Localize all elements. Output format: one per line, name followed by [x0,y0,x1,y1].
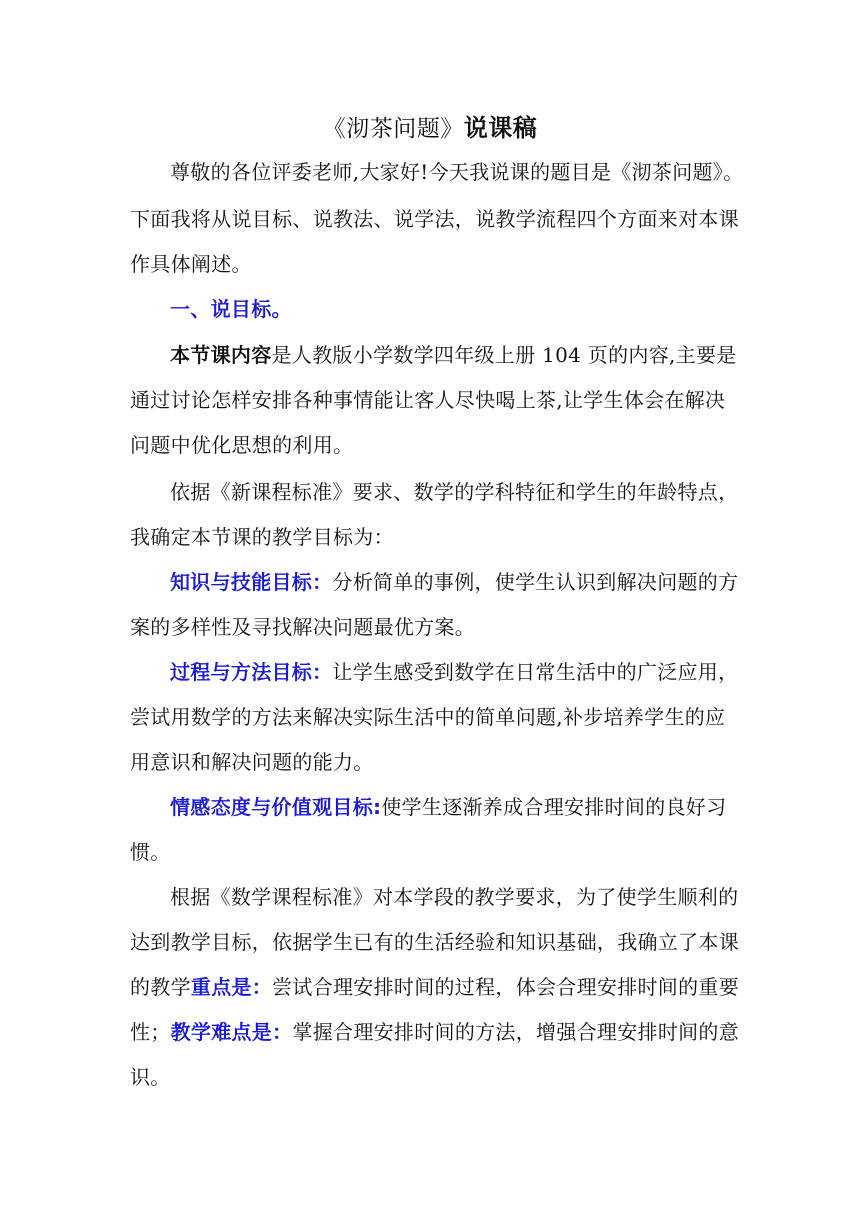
key-points-line-4-text: 掌握合理安排时间的方法，增强合理安排时间的意 [292,1020,740,1044]
key-points-line-4-prefix: 性； [130,1020,171,1044]
goal-knowledge-line-1 [170,568,738,596]
key-points-line-3-prefix: 的教学 [130,975,191,999]
content-label: 本节课内容 [170,343,272,367]
goal-knowledge-line-2: 案的多样性及寻找解决问题最优方案。 [130,615,476,639]
document-title [0,110,860,147]
key-points-line-3 [130,973,739,1001]
title-main: 说课稿 [463,114,538,142]
content-line-2: 通过讨论怎样安排各种事情能让客人尽快喝上茶,让学生体会在解决 [130,388,726,412]
content-line-3: 问题中优化思想的利用。 [130,433,354,457]
key-points-line-3-text: 尝试合理安排时间的过程，体会合理安排时间的重要 [272,975,740,999]
goal-process-line-3: 用意识和解决问题的能力。 [130,750,374,774]
key-points-line-2: 达到教学目标，依据学生已有的生活经验和知识基础，我确立了本课 [130,930,739,954]
intro-line-3: 作具体阐述。 [130,252,252,276]
content-line-1-text: 是人教版小学数学四年级上册 104 页的内容,主要是 [271,343,737,367]
goal-emotion-label: 情感态度与价值观目标: [170,795,382,819]
key-points-line-5: 识。 [130,1065,171,1089]
key-points-line-4 [130,1018,739,1046]
key-points-line-1: 根据《数学课程标准》对本学段的教学要求，为了使学生顺利的 [170,885,739,909]
basis-line-2: 我确定本节课的教学目标为： [130,525,394,549]
intro-line-2: 下面我将从说目标、说教法、说学法，说教学流程四个方面来对本课 [130,207,739,231]
goal-knowledge-label: 知识与技能目标： [170,570,333,594]
goal-knowledge-text: 分析简单的事例，使学生认识到解决问题的方 [332,570,739,594]
key-point-label: 重点是： [190,975,273,999]
goal-emotion-text: 使学生逐渐养成合理安排时间的良好习 [381,795,727,819]
goal-emotion-line-2: 惯。 [130,840,171,864]
intro-line-1: 尊敬的各位评委老师,大家好!今天我说课的题目是《沏茶问题》。 [170,160,744,184]
goal-process-line-1 [170,658,738,686]
difficulty-label: 教学难点是： [170,1020,293,1044]
goal-process-label: 过程与方法目标： [170,660,333,684]
content-line-1 [170,341,737,369]
goal-process-line-2: 尝试用数学的方法来解决实际生活中的简单问题,补步培养学生的应 [130,705,726,729]
basis-line-1: 依据《新课程标准》要求、数学的学科特征和学生的年龄特点， [170,480,739,504]
section-heading-goals: 一、说目标。 [170,297,292,321]
title-prefix: 《沏茶问题》 [322,116,464,142]
goal-emotion-line-1 [170,793,726,821]
goal-process-text: 让学生感受到数学在日常生活中的广泛应用， [332,660,739,684]
